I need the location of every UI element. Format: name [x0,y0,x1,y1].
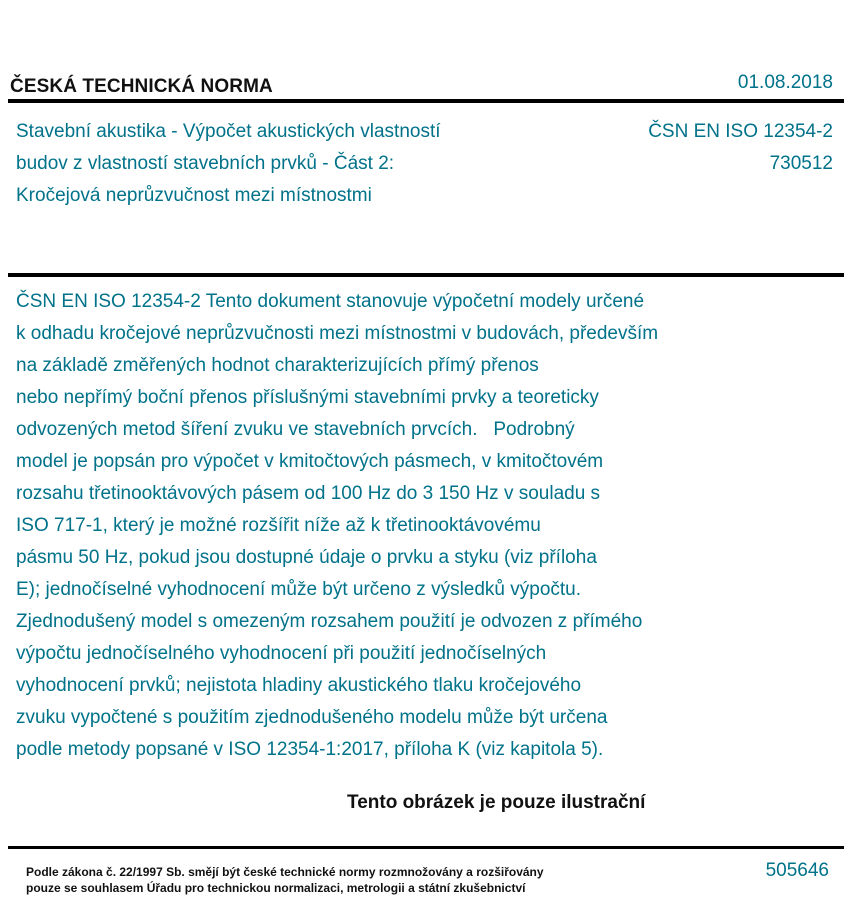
header-rule [8,99,844,103]
abstract-line: podle metody popsané v ISO 12354-1:2017, příloha K (viz kapitola 5). [16,739,604,760]
standard-number: ČSN EN ISO 12354-2 [648,121,833,142]
title-line: Stavební akustika - Výpočet akustických vlastností [16,121,441,142]
abstract-line: ČSN EN ISO 12354-2 Tento dokument stanovuje výpočetní modely určené [16,291,645,312]
section-rule [8,273,844,277]
footer-rule [8,846,844,849]
abstract-line: ISO 717-1, který je možné rozšířit níže až k třetinooktávovému [16,515,541,536]
title-line: budov z vlastností stavebních prvků - Část 2: [16,153,395,174]
abstract-line: vyhodnocení prvků; nejistota hladiny akustického tlaku kročejového [16,675,582,696]
abstract-line: model je popsán pro výpočet v kmitočtových pásmech, v kmitočtovém [16,451,604,472]
norm-heading: ČESKÁ TECHNICKÁ NORMA [10,76,273,97]
illustrative-note: Tento obrázek je pouze ilustrační [347,792,646,813]
class-number: 730512 [769,153,833,174]
document-title [16,116,536,212]
abstract-line: pásmu 50 Hz, pokud jsou dostupné údaje o prvku a styku (viz příloha [16,547,597,568]
abstract-line: k odhadu kročejové neprůzvučnosti mezi místnostmi v budovách, především [16,323,659,344]
legal-line: Podle zákona č. 22/1997 Sb. smějí být české technické normy rozmnožovány a rozšiřovány [26,865,544,879]
abstract-line: výpočtu jednočíselného vyhodnocení při použití jednočíselných [16,643,547,664]
abstract-line: E); jednočíselné vyhodnocení může být určeno z výsledků výpočtu. [16,579,582,600]
legal-notice [26,864,544,896]
publication-date: 01.08.2018 [737,72,833,93]
title-line: Kročejová neprůzvučnost mezi místnostmi [16,185,372,206]
abstract-line: Zjednodušený model s omezeným rozsahem použití je odvozen z přímého [16,611,643,632]
abstract-line: odvozených metod šíření zvuku ve stavebních prvcích. Podrobný [16,419,575,440]
standard-identifiers [648,116,833,180]
abstract-line: na základě změřených hodnot charakterizujících přímý přenos [16,355,539,376]
abstract-line: zvuku vypočtené s použitím zjednodušeného modelu může být určena [16,707,608,728]
document-number: 505646 [765,860,829,881]
legal-line: pouze se souhlasem Úřadu pro technickou normalizaci, metrologii a státní zkušebnictví [26,881,526,895]
abstract-line: rozsahu třetinooktávových pásem od 100 Hz do 3 150 Hz v souladu s [16,483,601,504]
abstract-line: nebo nepřímý boční přenos příslušnými stavebními prvky a teoreticky [16,387,599,408]
abstract-text [16,286,756,766]
